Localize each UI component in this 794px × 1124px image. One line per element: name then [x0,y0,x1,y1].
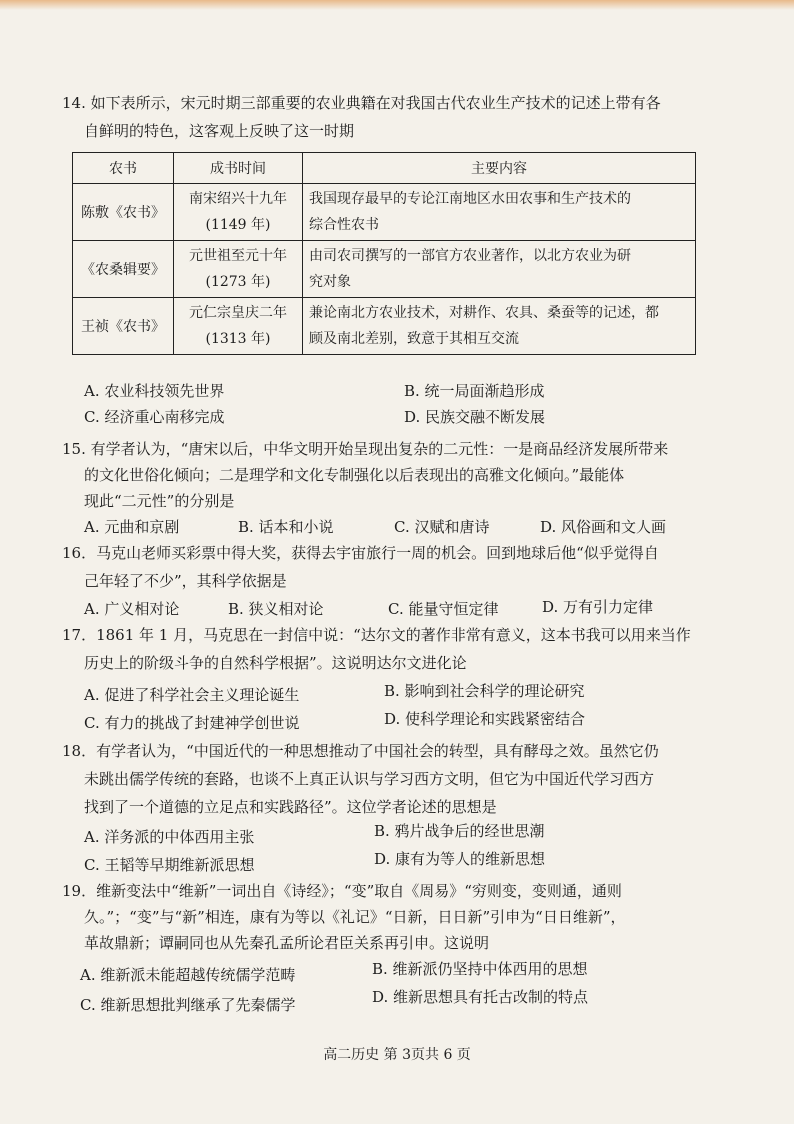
q15-option-a: A. 元曲和京剧 [84,518,180,536]
q18-option-d: D. 康有为等人的维新思想 [374,850,546,868]
content-text: 综合性农书 [309,217,379,233]
q17-option-a: A. 促进了科学社会主义理论诞生 [84,686,300,704]
q16-option-d: D. 万有引力定律 [542,598,654,616]
q19-option-c: C. 维新思想批判继承了先秦儒学 [80,996,296,1014]
q18-stem-line3: 找到了一个道德的立足点和实践路径”。这位学者论述的思想是 [84,798,497,816]
content-cell [303,184,696,241]
q14-option-d: D. 民族交融不断发展 [404,408,546,426]
q18-option-c: C. 王韬等早期维新派思想 [84,856,255,874]
table-header-time: 成书时间 [174,153,303,184]
q17-stem-line2: 历史上的阶级斗争的自然科学根据”。这说明达尔文进化论 [84,654,467,672]
q14-option-c: C. 经济重心南移完成 [84,408,225,426]
content-text: 由司农司撰写的一部官方农业著作，以北方农业为研 [309,248,631,264]
q19-option-b: B. 维新派仍坚持中体西用的思想 [372,960,588,978]
page-footer: 高二历史 第 3页共 6 页 [323,1047,471,1063]
q19-option-a: A. 维新派未能超越传统儒学范畴 [80,966,296,984]
q14-option-b: B. 统一局面渐趋形成 [404,382,545,400]
agri-books-table [72,152,696,355]
q14-stem-line2: 自鲜明的特色，这客观上反映了这一时期 [84,122,355,140]
table-header-book: 农书 [73,153,174,184]
q19-stem-line1: 19．维新变法中“维新”一词出自《诗经》；“变”取自《周易》“穷则变，变则通，通则 [62,882,622,900]
year-text: (1149 年) [205,217,271,233]
q15-option-d: D. 风俗画和文人画 [540,518,667,536]
q15-stem-line2: 的文化世俗化倾向；二是理学和文化专制强化以后表现出的高雅文化倾向。”最能体 [84,466,625,484]
content-text: 我国现存最早的专论江南地区水田农事和生产技术的 [309,191,631,207]
content-cell [303,298,696,355]
q15-option-c: C. 汉赋和唐诗 [394,518,490,536]
year-text: (1313 年) [205,331,271,347]
content-text: 顾及南北差别，致意于其相互交流 [309,331,519,347]
time-cell [174,298,303,355]
book-cell: 《农桑辑要》 [73,241,174,298]
q16-option-c: C. 能量守恒定律 [388,600,499,618]
content-text: 兼论南北方农业技术，对耕作、农具、桑蚕等的记述，都 [309,305,659,321]
q17-option-d: D. 使科学理论和实践紧密结合 [384,710,586,728]
q19-stem-line2: 久。”；“变”与“新”相连，康有为等以《礼记》“日新，日日新”引申为“日日维新”， [84,908,626,926]
time-cell [174,184,303,241]
time-text: 元世祖至元十年 [189,248,287,264]
q14-option-a: A. 农业科技领先世界 [84,382,225,400]
q18-option-b: B. 鸦片战争后的经世思潮 [374,822,545,840]
q19-stem-line3: 革故鼎新；谭嗣同也从先秦孔孟所论君臣关系再引申。这说明 [84,934,490,952]
time-cell [174,241,303,298]
q15-stem-line3: 现此“二元性”的分别是 [84,492,235,510]
content-text: 究对象 [309,274,351,290]
book-cell: 王祯《农书》 [73,298,174,355]
q18-stem-line1: 18．有学者认为，“中国近代的一种思想推动了中国社会的转型，具有酵母之效。虽然它仍 [62,742,659,760]
q19-option-d: D. 维新思想具有托古改制的特点 [372,988,589,1006]
q18-stem-line2: 未跳出儒学传统的套路，也谈不上真正认识与学习西方文明，但它为中国近代学习西方 [84,770,655,788]
table-row [73,298,696,355]
q17-option-c: C. 有力的挑战了封建神学创世说 [84,714,300,732]
q16-option-a: A. 广义相对论 [84,600,180,618]
year-text: (1273 年) [205,274,271,290]
time-text: 南宋绍兴十九年 [189,191,287,207]
q15-stem-line1: 15. 有学者认为，“唐宋以后，中华文明开始呈现出复杂的二元性：一是商品经济发展所带来 [62,440,669,458]
q18-option-a: A. 洋务派的中体西用主张 [84,828,255,846]
content-cell [303,241,696,298]
q16-option-b: B. 狭义相对论 [228,600,324,618]
book-cell: 陈敷《农书》 [73,184,174,241]
time-text: 元仁宗皇庆二年 [189,305,287,321]
q16-stem-line2: 己年轻了不少”，其科学依据是 [84,572,287,590]
table-header-content: 主要内容 [303,153,696,184]
q15-option-b: B. 话本和小说 [238,518,334,536]
page-top-edge [0,0,794,10]
q17-stem-line1: 17．1861 年 1 月，马克思在一封信中说：“达尔文的著作非常有意义，这本书我可以用来当作 [62,626,691,644]
table-row [73,184,696,241]
q14-stem-line1: 14. 如下表所示，宋元时期三部重要的农业典籍在对我国古代农业生产技术的记述上带有各 [62,94,661,112]
q16-stem-line1: 16．马克山老师买彩票中得大奖，获得去宇宙旅行一周的机会。回到地球后他“似乎觉得自 [62,544,659,562]
q17-option-b: B. 影响到社会科学的理论研究 [384,682,585,700]
table-row [73,241,696,298]
